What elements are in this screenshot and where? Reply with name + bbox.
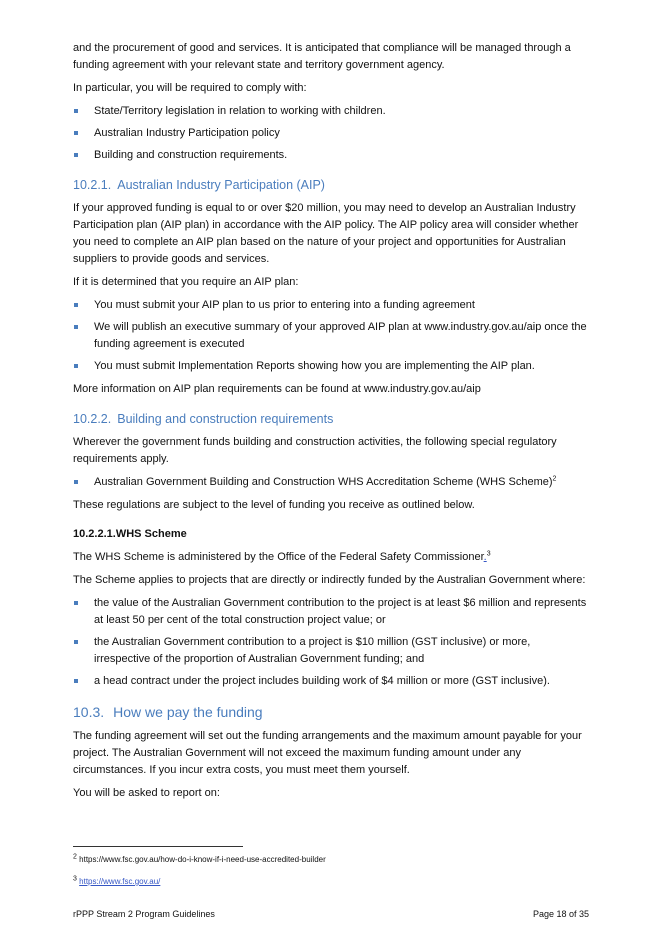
intro-list — [73, 103, 589, 164]
pay-lead: You will be asked to report on: — [73, 787, 220, 799]
list-item: a head contract under the project includes building work of $4 million or more (GST inclusive). — [73, 673, 589, 690]
subsection-heading-whs: 10.2.2.1.WHS Scheme — [73, 528, 187, 540]
section-heading-pay: 10.3. How we pay the funding — [73, 704, 263, 720]
section-heading-aip: 10.2.1. Australian Industry Participation (AIP) — [73, 178, 325, 192]
aip-more-info: More information on AIP plan requirements can be found at www.industry.gov.au/aip — [73, 383, 481, 395]
building-paragraph: Wherever the government funds building and construction activities, the following special regulatory requirements apply. — [73, 436, 557, 465]
list-item: the value of the Australian Government contribution to the project is at least $6 million and represents at least 50 per cent of the total construction project value; or — [73, 595, 589, 629]
list-item: You must submit Implementation Reports showing how you are implementing the AIP plan. — [73, 358, 589, 375]
building-note: These regulations are subject to the level of funding you receive as outlined below. — [73, 499, 475, 511]
section-heading-building: 10.2.2. Building and construction requirements — [73, 412, 334, 426]
intro-paragraph: and the procurement of good and services. It is anticipated that compliance will be managed through a funding agreement with your relevant state and territory government agency. — [73, 42, 571, 71]
bullet-icon — [74, 303, 78, 307]
bullet-icon — [74, 131, 78, 135]
intro-lead: In particular, you will be required to comply with: — [73, 82, 307, 94]
page-body — [73, 40, 589, 808]
aip-list — [73, 297, 589, 375]
bullet-icon — [74, 325, 78, 329]
footer-page-number: Page 18 of 35 — [532, 909, 589, 919]
whs-paragraph: The WHS Scheme is administered by the Office of the Federal Safety Commissioner.$^3$ — [73, 550, 491, 563]
list-item: We will publish an executive summary of your approved AIP plan at www.industry.gov.au/aip once the funding agreement is executed — [73, 319, 589, 353]
bullet-icon — [74, 601, 78, 605]
footnote-link[interactable]: https://www.fsc.gov.au/ — [79, 877, 161, 886]
aip-paragraph: If your approved funding is equal to or over $20 million, you may need to develop an Australian Industry Participation plan (AIP plan) in accordance with the AIP policy. The AIP policy area will consider whether you need to complete an AIP plan based on the nature of your project and opportunities for Australian suppliers to provide goods and services. — [73, 202, 579, 265]
bullet-icon — [74, 679, 78, 683]
footnote-divider — [73, 846, 243, 847]
whs-list — [73, 595, 589, 690]
aip-lead: If it is determined that you require an AIP plan: — [73, 276, 299, 288]
list-item: Building and construction requirements. — [73, 147, 589, 164]
bullet-icon — [74, 640, 78, 644]
bullet-icon — [74, 153, 78, 157]
list-item: the Australian Government contribution to a project is $10 million (GST inclusive) or more, irrespective of the proportion of Australian Government funding; and — [73, 634, 589, 668]
pay-paragraph: The funding agreement will set out the funding arrangements and the maximum amount payable for your project. The Australian Government will not exceed the maximum funding amount under any circumstances. If you incur extra costs, you must meet them yourself. — [73, 730, 582, 776]
building-list — [73, 474, 589, 491]
list-item: You must submit your AIP plan to us prior to entering into a funding agreement — [73, 297, 589, 314]
bullet-icon — [74, 364, 78, 368]
footnote-ref[interactable]: 3 — [486, 550, 491, 558]
footer-title: rPPP Stream 2 Program Guidelines — [73, 909, 215, 919]
footnote-2: $^2$ https://www.fsc.gov.au/how-do-i-know-if-i-need-use-accredited-builder — [73, 853, 326, 864]
bullet-icon — [74, 109, 78, 113]
footnote-ref[interactable]: 2 — [552, 475, 557, 483]
list-item: Australian Government Building and Construction WHS Accreditation Scheme (WHS Scheme)$^2$ — [73, 474, 589, 491]
footnote-3: $^3$ https://www.fsc.gov.au/ — [73, 875, 161, 886]
whs-lead: The Scheme applies to projects that are directly or indirectly funded by the Australian Government where: — [73, 574, 586, 586]
bullet-icon — [74, 480, 78, 484]
list-item: Australian Industry Participation policy — [73, 125, 589, 142]
list-item: State/Territory legislation in relation to working with children. — [73, 103, 589, 120]
